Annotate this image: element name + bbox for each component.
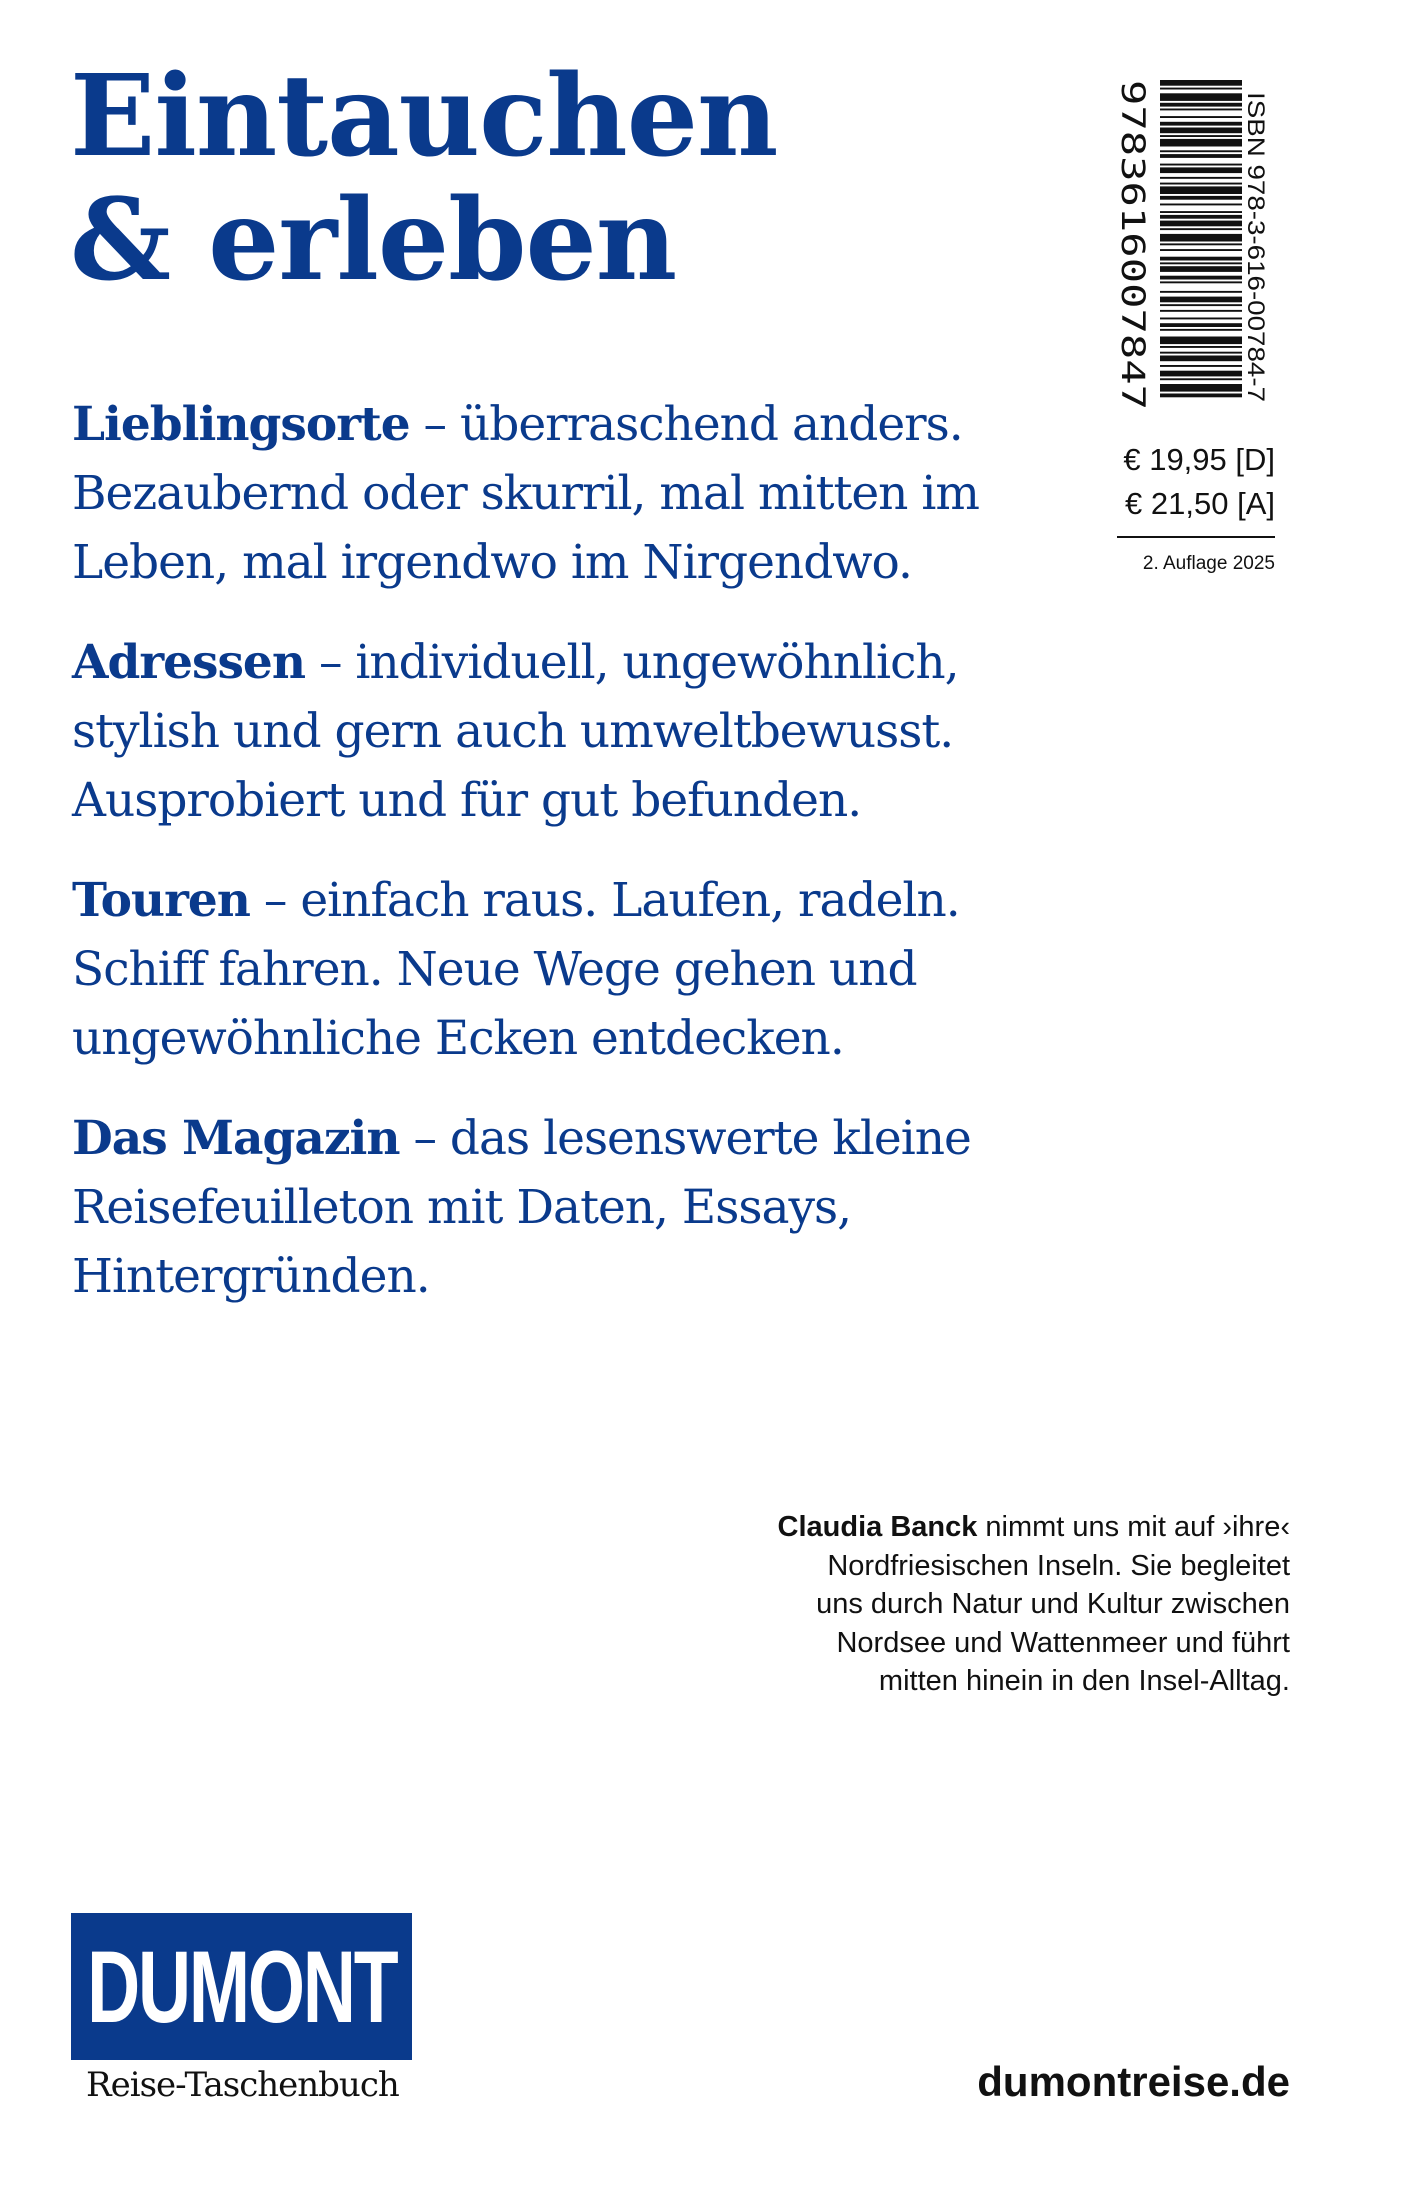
feature-touren	[72, 866, 1032, 1073]
barcode-bar	[1160, 257, 1242, 261]
logo-brand: DUMONT	[86, 1929, 397, 2044]
barcode-bar	[1160, 262, 1242, 264]
barcode-bar	[1160, 310, 1242, 312]
barcode-bar	[1160, 329, 1242, 331]
barcode-bar	[1160, 204, 1242, 206]
dumont-logo	[71, 1913, 412, 2060]
barcode-bar	[1160, 337, 1242, 345]
barcode-bar	[1160, 196, 1242, 200]
barcode-bar	[1160, 122, 1242, 126]
price-divider	[1117, 536, 1275, 538]
website-url[interactable]: dumontreise.de	[977, 2058, 1290, 2105]
barcode-bar	[1160, 221, 1242, 227]
feature-first-line	[72, 390, 1032, 459]
barcode-bar	[1160, 371, 1242, 377]
feature-list	[72, 390, 1032, 1342]
barcode-graphic	[1114, 78, 1278, 415]
barcode-bar	[1160, 346, 1242, 348]
barcode-bar	[1160, 93, 1242, 101]
feature-label: Das Magazin	[72, 1111, 400, 1166]
feature-lead: – überraschend anders.	[409, 397, 963, 452]
feature-line: Schiff fahren. Neue Wege gehen und	[72, 942, 917, 997]
logo-series: Reise-Taschenbuch	[86, 2065, 399, 2105]
barcode-bar	[1160, 103, 1242, 107]
barcode-bar	[1160, 281, 1242, 283]
barcode-bar	[1160, 88, 1242, 90]
feature-magazin	[72, 1104, 1032, 1311]
barcode-bar	[1160, 80, 1242, 86]
author-first-line	[690, 1508, 1290, 1547]
price-germany: € 19,95 [D]	[1123, 442, 1275, 477]
barcode-bar	[1160, 234, 1242, 242]
barcode-bar	[1160, 215, 1242, 219]
feature-lead: – einfach raus. Laufen, radeln.	[249, 873, 960, 928]
barcode-bar	[1160, 186, 1242, 194]
price-austria: € 21,50 [A]	[1125, 486, 1275, 521]
barcode-bar	[1160, 384, 1242, 392]
barcode-bar	[1160, 211, 1242, 213]
isbn-barcode	[1114, 78, 1278, 415]
feature-lead: – das lesenswerte kleine	[399, 1111, 971, 1166]
barcode-bars	[1160, 80, 1242, 397]
author-line: uns durch Natur und Kultur zwischen	[816, 1588, 1290, 1620]
barcode-bar	[1160, 164, 1242, 166]
barcode-bar	[1160, 154, 1242, 158]
barcode-bar	[1160, 183, 1242, 185]
headline-line-2: & erleben	[70, 175, 677, 306]
feature-line: Reisefeuilleton mit Daten, Essays,	[72, 1180, 852, 1235]
feature-first-line	[72, 628, 1032, 697]
barcode-bar	[1160, 150, 1242, 152]
feature-label: Adressen	[72, 635, 305, 690]
barcode-bar	[1160, 323, 1242, 327]
author-line: Nordfriesischen Inseln. Sie begleitet	[827, 1549, 1290, 1582]
author-line: Nordsee und Wattenmeer und führt	[836, 1626, 1290, 1659]
barcode-bar	[1160, 304, 1242, 306]
barcode-bar	[1160, 318, 1242, 320]
barcode-bar	[1160, 266, 1242, 272]
barcode-bar	[1160, 297, 1242, 303]
barcode-digits: 9783616007847	[1114, 80, 1152, 331]
feature-adressen	[72, 628, 1032, 835]
price-box	[1117, 438, 1275, 576]
barcode-bar	[1160, 352, 1242, 354]
author-name: Claudia Banck	[777, 1511, 978, 1543]
author-blurb	[690, 1508, 1290, 1701]
feature-first-line	[72, 1104, 1032, 1173]
feature-line: Ausprobiert und für gut befunden.	[72, 773, 862, 828]
edition-label: 2. Auflage 2025	[1142, 553, 1275, 574]
feature-lead: – individuell, ungewöhnlich,	[305, 635, 959, 690]
barcode-bar	[1160, 378, 1242, 380]
barcode-isbn-text: ISBN 978-3-616-00784-7	[1242, 92, 1269, 361]
headline-line-1: Eintauchen	[70, 51, 778, 182]
barcode-bar	[1160, 167, 1242, 173]
barcode-bar	[1160, 177, 1242, 179]
author-line: mitten hinein in den Insel-Alltag.	[878, 1665, 1290, 1697]
barcode-bar	[1160, 365, 1242, 367]
feature-label: Lieblingsorte	[72, 397, 410, 452]
feature-first-line	[72, 866, 1032, 935]
barcode-bar	[1160, 356, 1242, 362]
barcode-bar	[1160, 394, 1242, 398]
author-intro: nimmt uns mit auf ›ihre‹	[977, 1511, 1290, 1543]
barcode-bar	[1160, 276, 1242, 280]
barcode-bar	[1160, 139, 1242, 147]
feature-line: ungewöhnliche Ecken entdecken.	[72, 1011, 844, 1066]
feature-lieblingsorte	[72, 390, 1032, 597]
barcode-bar	[1160, 228, 1242, 230]
headline	[70, 51, 778, 306]
barcode-bar	[1160, 135, 1242, 137]
barcode-bar	[1160, 109, 1242, 111]
barcode-bar	[1160, 116, 1242, 118]
feature-line: stylish und gern auch umweltbewusst.	[72, 704, 954, 759]
feature-label: Touren	[72, 873, 250, 928]
feature-line: Bezaubernd oder skurril, mal mitten im	[72, 466, 979, 521]
barcode-bar	[1160, 291, 1242, 293]
feature-line: Leben, mal irgendwo im Nirgendwo.	[72, 535, 912, 590]
barcode-bar	[1160, 243, 1242, 245]
barcode-bar	[1160, 128, 1242, 134]
barcode-bar	[1160, 249, 1242, 251]
feature-line: Hintergründen.	[72, 1249, 430, 1304]
